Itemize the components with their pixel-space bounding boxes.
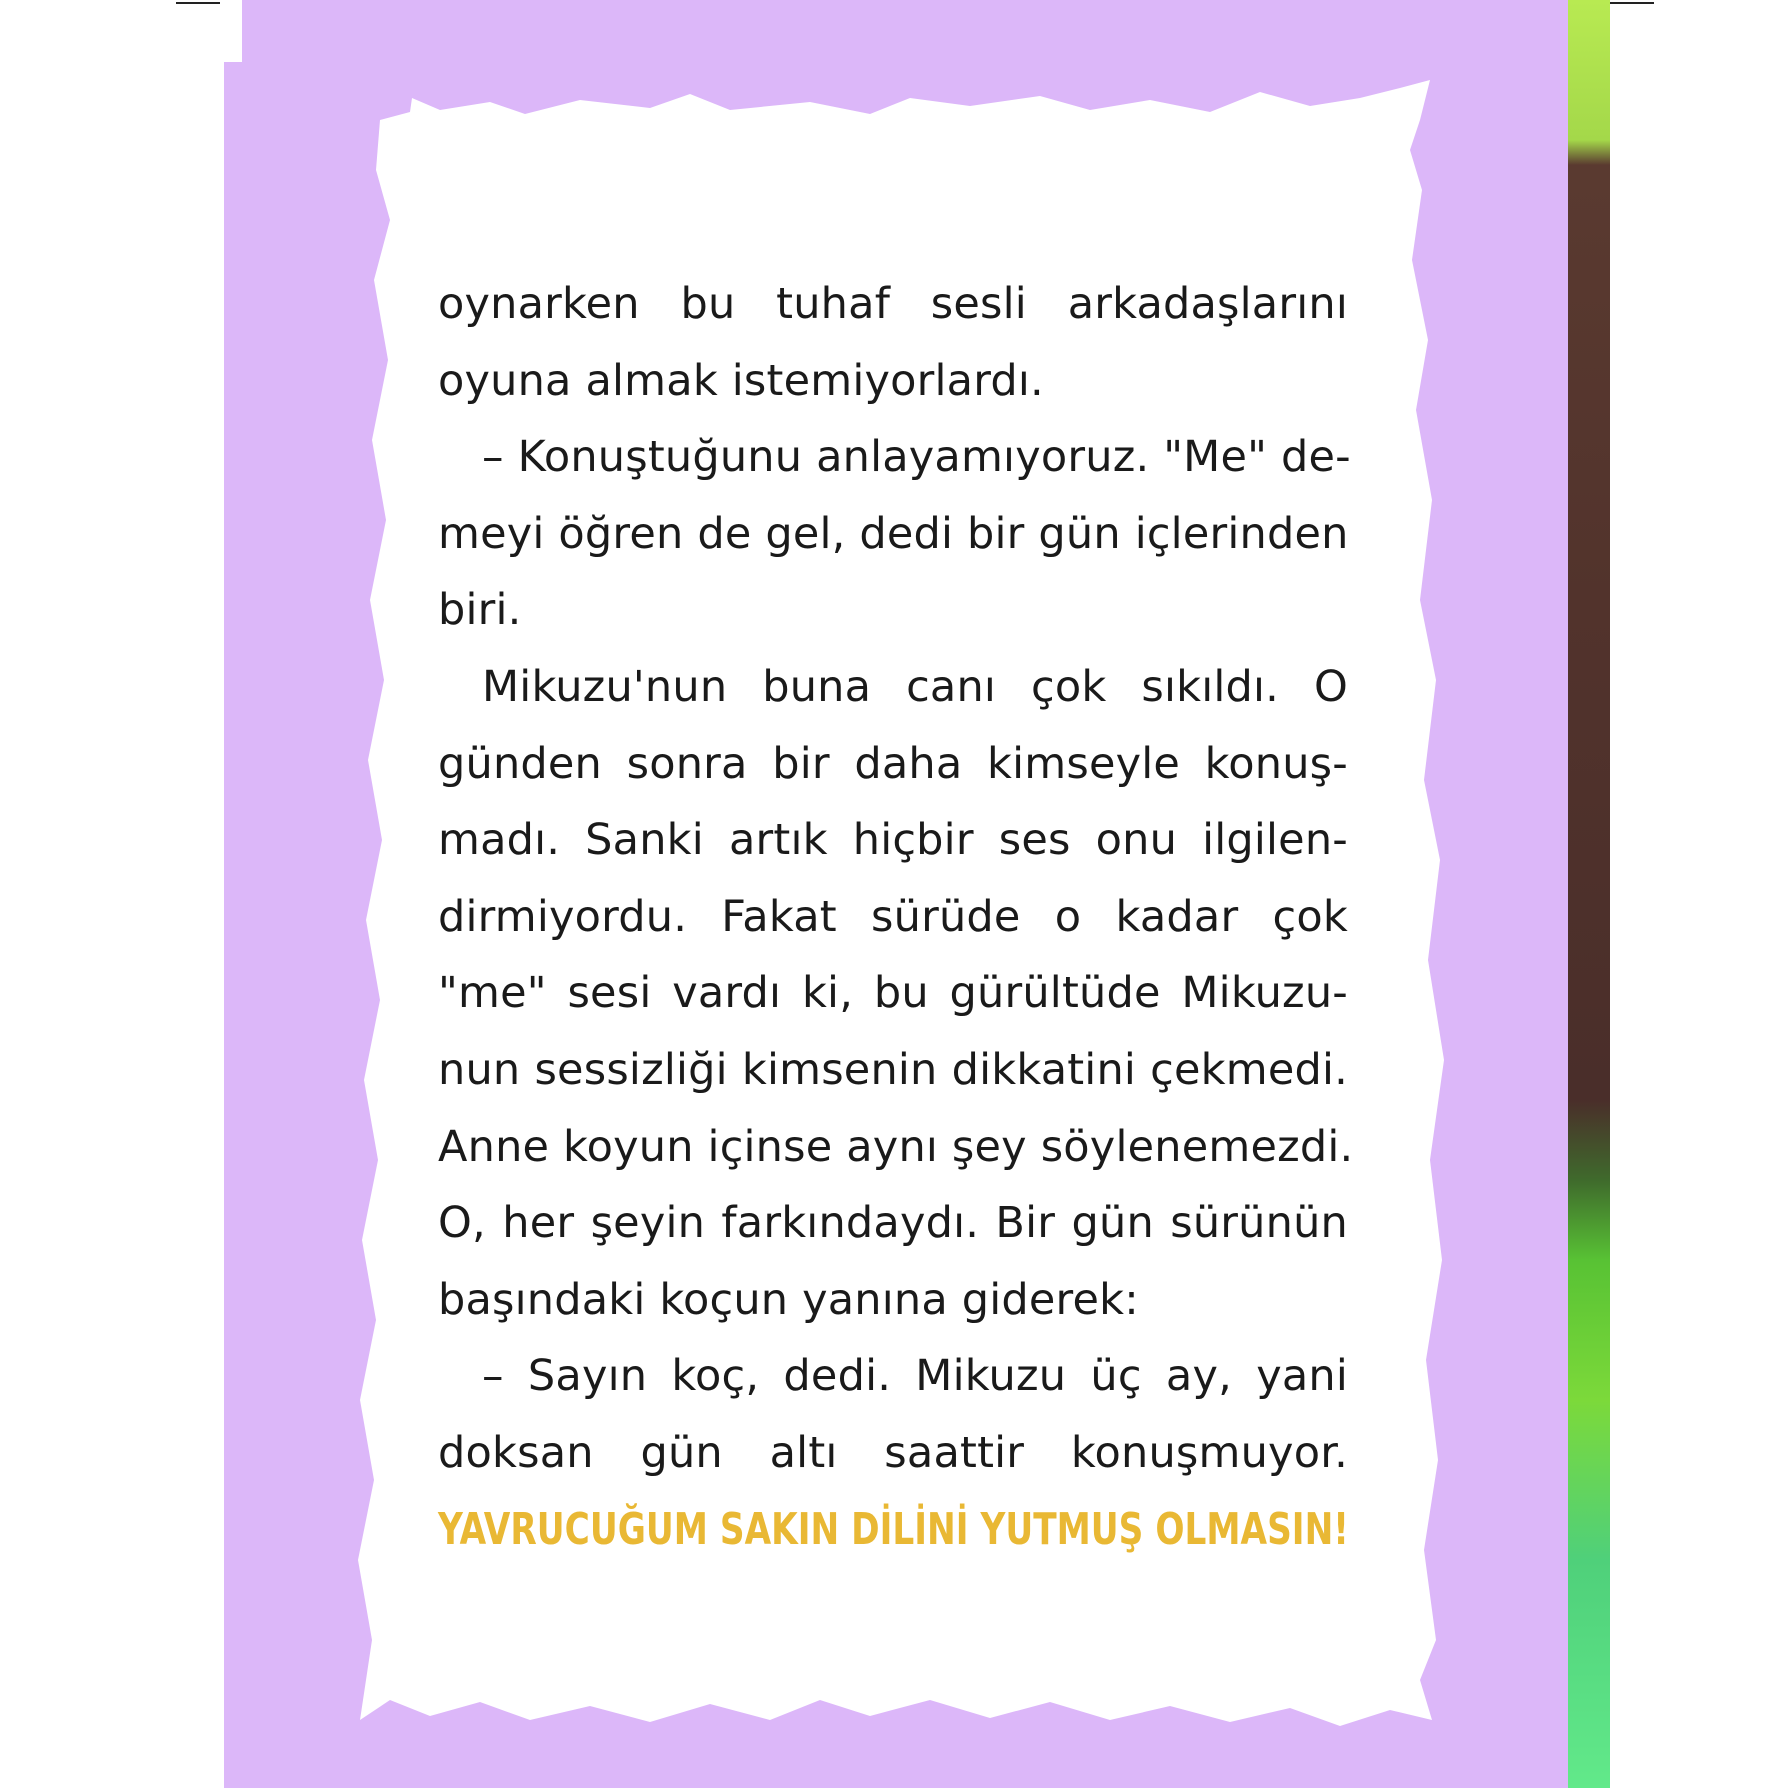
story-line: "me" sesi vardı ki, bu gürültüde Mikuzu- [438,968,1348,1019]
story-line: nun sessizliği kimsenin dikkatini çekmedi. [438,1044,1348,1095]
story-line: O, her şeyin farkındaydı. Bir gün sürünün [438,1198,1348,1249]
story-line: – Konuştuğunu anlayamıyoruz. "Me" de- [482,432,1351,483]
story-line: – Sayın koç, dedi. Mikuzu üç ay, yani [482,1351,1348,1402]
story-line: madı. Sanki artık hiçbir ses onu ilgilen- [438,815,1348,866]
story-line: dirmiyordu. Fakat sürüde o kadar çok [438,891,1348,942]
story-line: Anne koyun içinse aynı şey söylenemezdi. [438,1121,1354,1172]
story-line: başındaki koçun yanına giderek: [438,1274,1139,1325]
highlight-exclamation: YAVRUCUĞUM SAKIN DİLİNİ YUTMUŞ OLMASIN! [438,1503,1349,1555]
story-line: biri. [438,585,522,636]
story-line: oyuna almak istemiyorlardı. [438,355,1044,406]
story-line: doksan gün altı saattir konuşmuyor. [438,1427,1348,1478]
next-page-illustration-strip [1568,0,1610,1788]
crop-mark-right [1610,2,1654,4]
story-line: meyi öğren de gel, dedi bir gün içlerinden [438,508,1349,559]
story-line: günden sonra bir daha kimseyle konuş- [438,738,1348,789]
story-line: oynarken bu tuhaf sesli arkadaşlarını [438,279,1348,329]
story-text [438,266,1354,1568]
story-line: Mikuzu'nun buna canı çok sıkıldı. O [482,661,1348,712]
crop-mark-left [176,2,220,4]
page-notch [224,0,242,62]
